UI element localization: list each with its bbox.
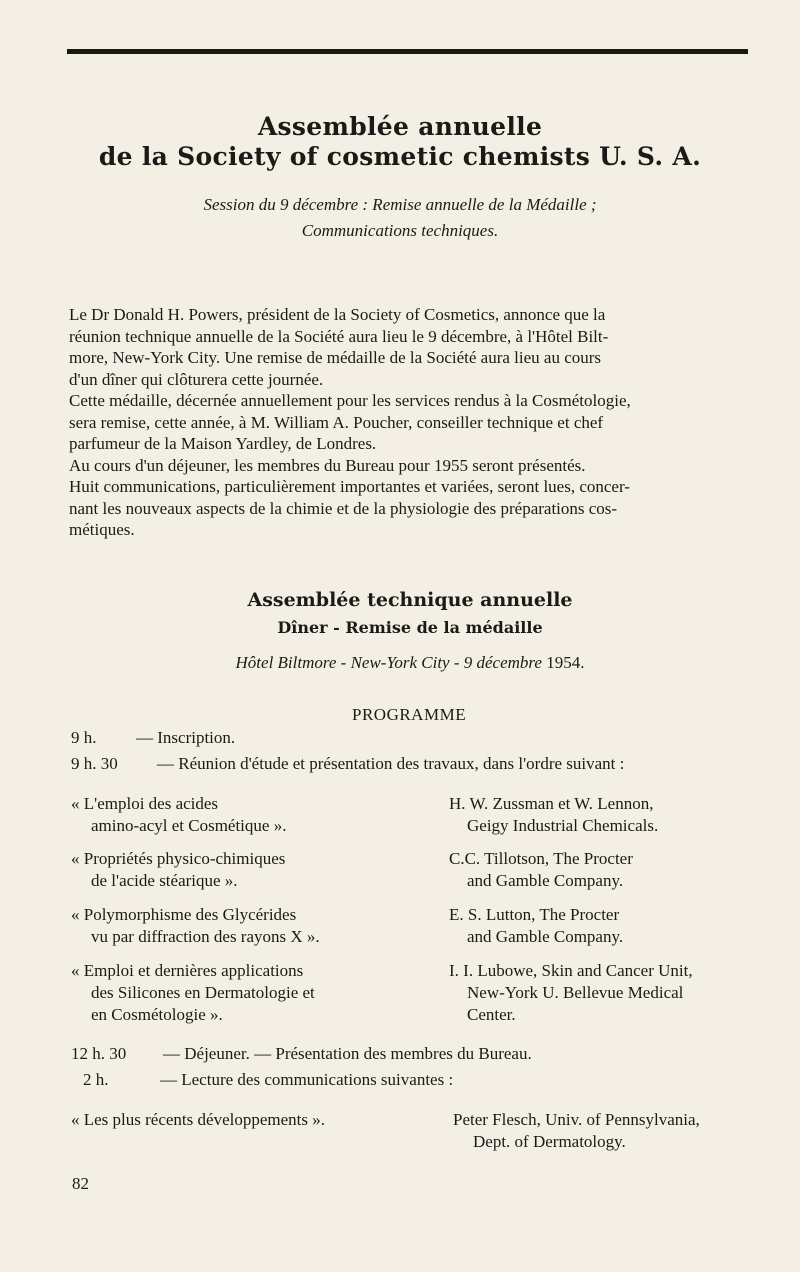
paragraph-line: more, New-York City. Une remise de médaille de la Société aura lieu au cours bbox=[69, 348, 602, 367]
paragraph-line: Au cours d'un déjeuner, les membres du Bureau pour 1955 seront présentés. bbox=[69, 455, 586, 475]
talk-speaker bbox=[449, 904, 769, 948]
talk-title-line: « L'emploi des acides bbox=[71, 794, 219, 813]
talk-speaker bbox=[449, 960, 769, 1026]
talk-speaker-line: I. I. Lubowe, Skin and Cancer Unit, bbox=[449, 961, 693, 980]
talk-title-line: « Emploi et dernières applications bbox=[71, 961, 304, 980]
announcement-paragraph bbox=[69, 304, 752, 541]
schedule-time: 9 h. bbox=[71, 728, 97, 747]
talk-speaker-line: and Gamble Company. bbox=[467, 871, 624, 890]
section-subheading: Dîner - Remise de la médaille bbox=[277, 618, 543, 637]
talk-title-line: « Polymorphisme des Glycérides bbox=[71, 905, 297, 924]
talk-title-line: vu par diffraction des rayons X ». bbox=[91, 927, 320, 946]
schedule-text: — Déjeuner. — Présentation des membres du Bureau. bbox=[163, 1044, 532, 1063]
subtitle-line-1: Session du 9 décembre : Remise annuelle de la Médaille ; bbox=[203, 195, 597, 214]
paragraph-line: d'un dîner qui clôturera cette journée. bbox=[69, 369, 324, 389]
programme-label: PROGRAMME bbox=[352, 705, 467, 724]
talk-title-line: amino-acyl et Cosmétique ». bbox=[91, 816, 287, 835]
talk-title bbox=[71, 848, 441, 892]
talk-title-line: de l'acide stéarique ». bbox=[91, 871, 238, 890]
schedule-text: — Inscription. bbox=[136, 728, 236, 747]
page-title-line-2: de la Society of cosmetic chemists U. S. A. bbox=[98, 142, 702, 171]
schedule-text: — Réunion d'étude et présentation des travaux, dans l'ordre suivant : bbox=[157, 754, 625, 773]
section-heading: Assemblée technique annuelle bbox=[247, 589, 573, 611]
paragraph-line: réunion technique annuelle de la Société aura lieu le 9 décembre, à l'Hôtel Bilt- bbox=[69, 326, 609, 346]
talk-speaker-line: E. S. Lutton, The Procter bbox=[449, 905, 620, 924]
venue-year: 1954. bbox=[546, 653, 585, 672]
talk-title-line: « Les plus récents développements ». bbox=[71, 1110, 325, 1129]
schedule-time: 2 h. bbox=[83, 1070, 109, 1089]
talk-speaker-line: Peter Flesch, Univ. of Pennsylvania, bbox=[453, 1110, 700, 1129]
talk-speaker-line: Geigy Industrial Chemicals. bbox=[467, 816, 659, 835]
talk-title bbox=[71, 904, 441, 948]
talk-title-line: en Cosmétologie ». bbox=[91, 1005, 223, 1024]
paragraph-line: Cette médaille, décernée annuellement pour les services rendus à la Cosmétologie, bbox=[69, 391, 631, 410]
talk-speaker bbox=[449, 793, 769, 837]
paragraph-line: sera remise, cette année, à M. William A. Poucher, conseiller technique et chef bbox=[69, 412, 604, 432]
talk-speaker bbox=[453, 1109, 773, 1153]
paragraph-line: Le Dr Donald H. Powers, président de la Society of Cosmetics, annonce que la bbox=[69, 305, 606, 324]
paragraph-line: Huit communications, particulièrement importantes et variées, seront lues, concer- bbox=[69, 477, 630, 496]
talk-title bbox=[71, 793, 441, 837]
top-rule bbox=[67, 49, 748, 54]
schedule-time: 12 h. 30 bbox=[71, 1044, 127, 1063]
talk-title-line: des Silicones en Dermatologie et bbox=[91, 983, 315, 1002]
schedule-time: 9 h. 30 bbox=[71, 754, 118, 773]
page-title-line-1: Assemblée annuelle bbox=[257, 112, 543, 141]
paragraph-line: métiques. bbox=[69, 520, 135, 539]
session-subtitle bbox=[0, 192, 800, 244]
schedule-text: — Lecture des communications suivantes : bbox=[160, 1070, 454, 1089]
talk-speaker-line: H. W. Zussman et W. Lennon, bbox=[449, 794, 654, 813]
talk-title bbox=[71, 960, 441, 1026]
talk-speaker-line: Center. bbox=[467, 1005, 516, 1024]
subtitle-line-2: Communications techniques. bbox=[301, 221, 499, 240]
paragraph-line: nant les nouveaux aspects de la chimie et de la physiologie des préparations cos- bbox=[69, 498, 618, 518]
talk-speaker-line: Dept. of Dermatology. bbox=[473, 1132, 626, 1151]
venue-line bbox=[0, 653, 800, 673]
talk-title-line: « Propriétés physico-chimiques bbox=[71, 849, 286, 868]
paragraph-line: parfumeur de la Maison Yardley, de Londres. bbox=[69, 434, 377, 453]
talk-title bbox=[71, 1109, 441, 1131]
talk-speaker bbox=[449, 848, 769, 892]
talk-speaker-line: New-York U. Bellevue Medical bbox=[467, 983, 684, 1002]
talk-speaker-line: C.C. Tillotson, The Procter bbox=[449, 849, 633, 868]
talk-speaker-line: and Gamble Company. bbox=[467, 927, 624, 946]
page-number: 82 bbox=[72, 1174, 89, 1193]
venue-text: Hôtel Biltmore - New-York City - 9 décembre bbox=[235, 653, 542, 672]
